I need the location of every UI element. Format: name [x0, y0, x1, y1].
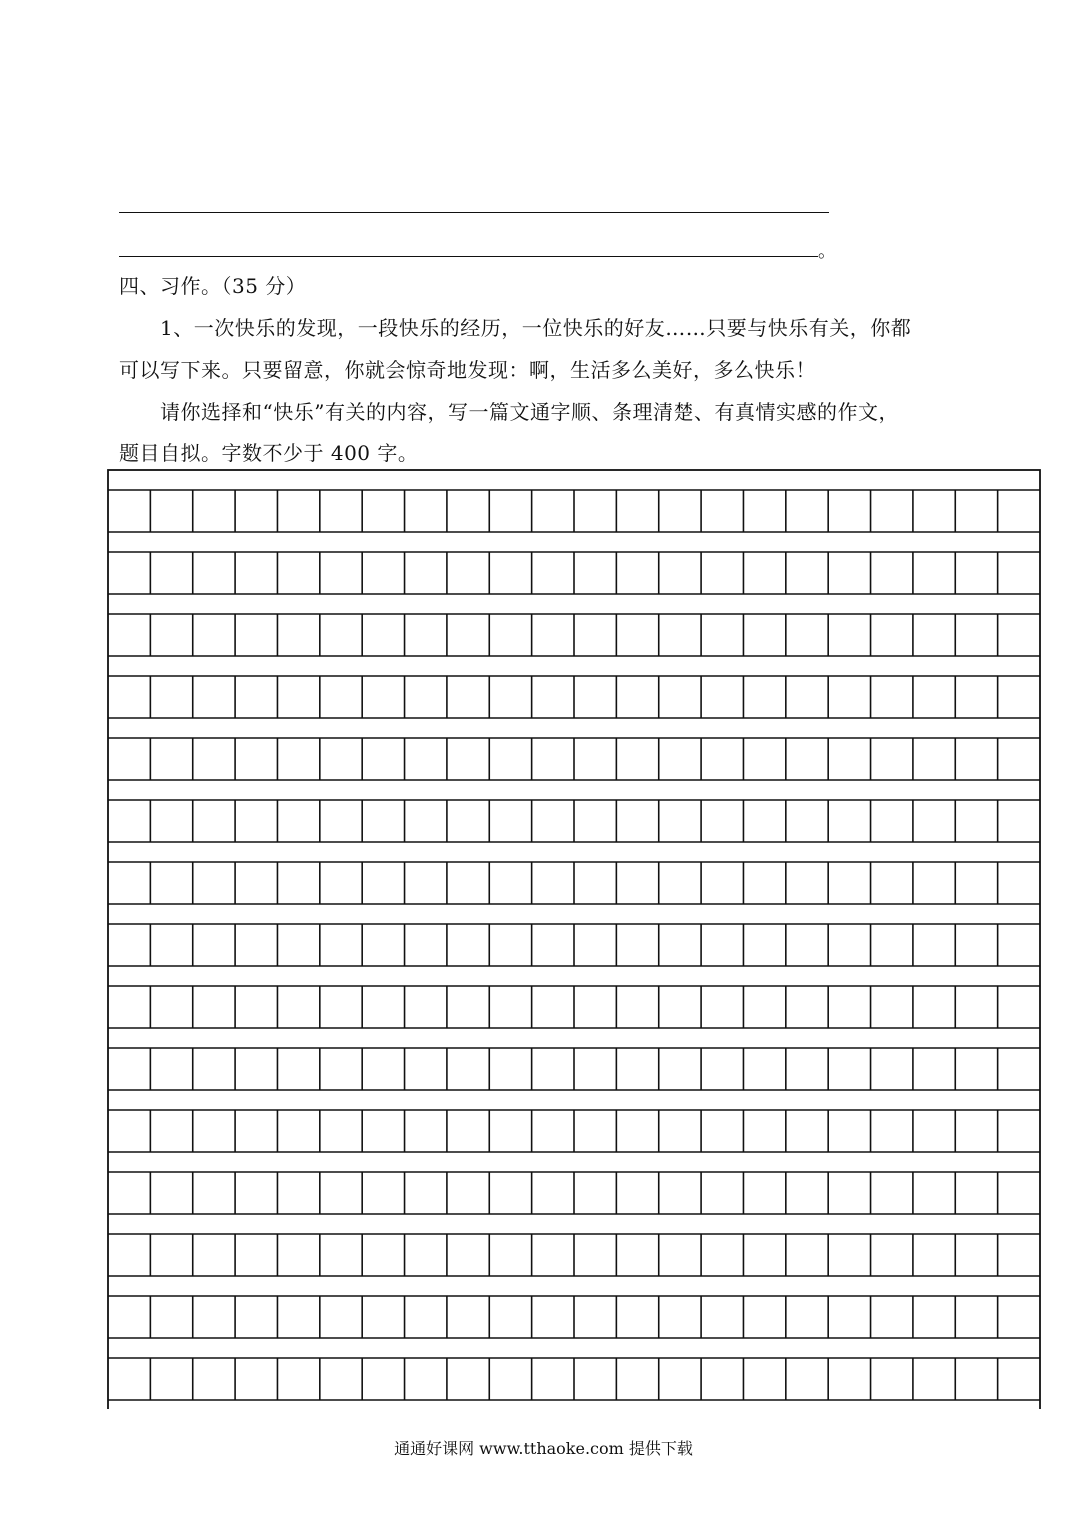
prompt-paragraph-1-line-1: 1、一次快乐的发现，一段快乐的经历，一位快乐的好友……只要与快乐有关，你都 [160, 316, 912, 340]
answer-line-period: 。 [818, 241, 836, 262]
section-heading: 四、习作。（35 分） [119, 274, 307, 298]
answer-line-1 [119, 212, 829, 213]
prompt-paragraph-2-line-1: 请你选择和“快乐”有关的内容，写一篇文通字顺、条理清楚、有真情实感的作文， [160, 400, 899, 424]
prompt-paragraph-1-line-2: 可以写下来。只要留意，你就会惊奇地发现：啊，生活多么美好，多么快乐！ [119, 358, 816, 382]
composition-writing-grid [107, 469, 1041, 1409]
answer-line-2 [119, 256, 818, 257]
prompt-paragraph-2-line-2: 题目自拟。字数不少于 400 字。 [119, 441, 419, 465]
footer-source: 通通好课网 www.tthaoke.com 提供下载 [394, 1439, 693, 1458]
